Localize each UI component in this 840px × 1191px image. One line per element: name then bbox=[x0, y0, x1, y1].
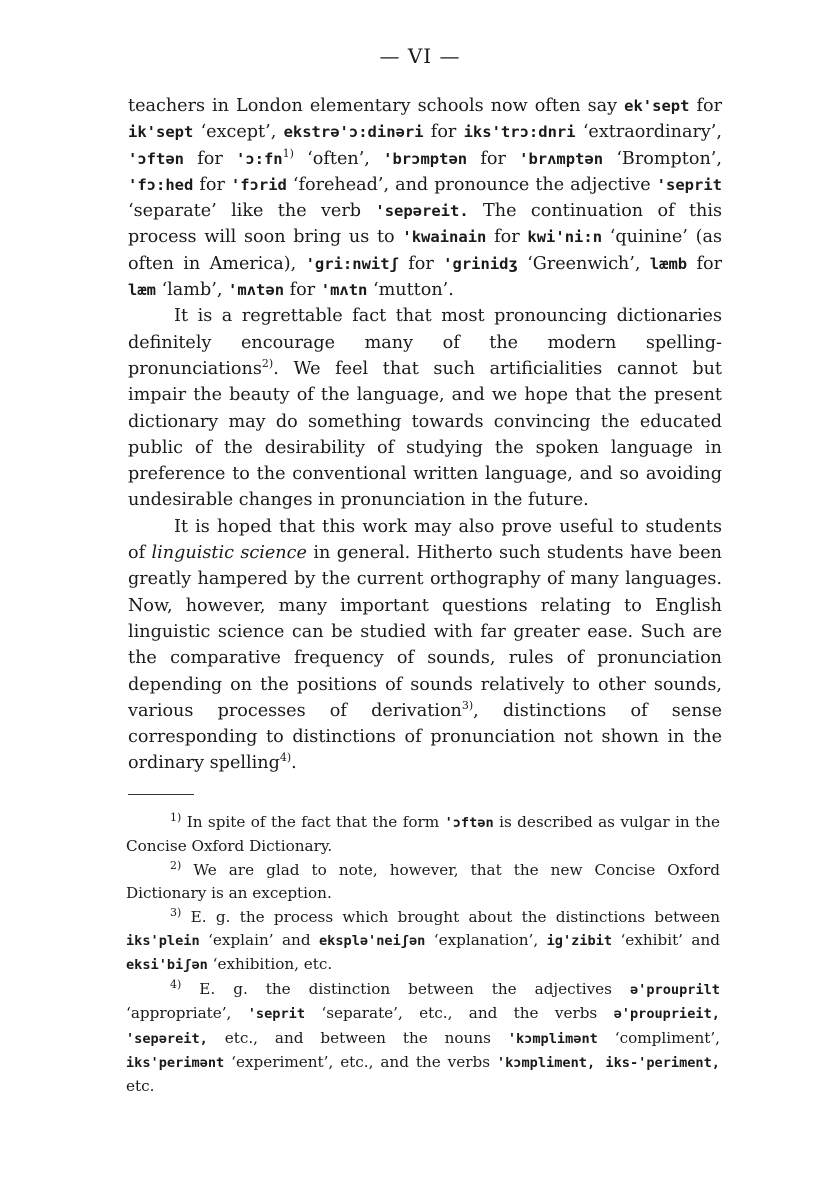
footnote-text: ‘separate’, etc., and the verbs bbox=[305, 1004, 614, 1023]
body-text: ‘separate’ like the verb bbox=[128, 201, 376, 222]
phonetic-word: læm bbox=[128, 281, 156, 300]
body-text: for bbox=[284, 280, 321, 301]
footnote-text: In spite of the fact that the form bbox=[181, 813, 445, 831]
body-text: ‘except’, bbox=[193, 122, 284, 143]
footnotes bbox=[126, 811, 720, 1099]
footnote-ref: 1) bbox=[282, 146, 294, 160]
footnote-mark: 3) bbox=[170, 905, 182, 919]
phonetic-word: 'ɔftən bbox=[128, 149, 184, 168]
phonetic-word: ə'prouprieit, bbox=[613, 1006, 720, 1023]
phonetic-word: 'ɔ:fn bbox=[235, 149, 283, 168]
phonetic-word: 'seprit bbox=[247, 1006, 306, 1023]
footnote-ref: 2) bbox=[261, 357, 274, 371]
phonetic-word: 'mʌtn bbox=[320, 281, 368, 300]
phonetic-word: 'grinidʒ bbox=[443, 254, 518, 273]
phonetic-word: 'ɔftən bbox=[444, 815, 494, 831]
phonetic-word: læmb bbox=[649, 254, 688, 273]
body-text: , distinctions of sense corresponding to distinctions of pronunciation not shown in the ordinary spelling bbox=[128, 700, 722, 774]
footnote-mark: 2) bbox=[170, 858, 182, 872]
footnote-text: ‘exhibition, etc. bbox=[207, 955, 333, 974]
body-text: ‘Brompton’, bbox=[603, 148, 722, 169]
footnote-text: ‘compliment’, bbox=[597, 1028, 720, 1047]
main-text bbox=[128, 93, 722, 777]
footnote-ref: 4) bbox=[279, 751, 292, 765]
body-text: The continuation of this process will soon bring us to bbox=[128, 201, 722, 248]
body-text: ‘Greenwich’, bbox=[517, 253, 650, 274]
body-text: . We feel that such artificialities cannot but impair the beauty of the language, and we hope that the present dictionary may do something towards convincing the educated public of the desirability of studying the spoken language in preference to the conventional written language, and so avoiding undesirable changes in pronunciation in the future. bbox=[128, 358, 722, 511]
body-text: teachers in London elementary schools now often say bbox=[128, 96, 625, 116]
footnote-text: etc., and between the nouns bbox=[207, 1028, 508, 1047]
body-text: for bbox=[486, 227, 528, 248]
paragraph-spelling-pronunciations bbox=[128, 303, 722, 513]
footnote-text: etc. bbox=[126, 1077, 155, 1096]
footnote-mark: 1) bbox=[170, 810, 182, 824]
footnote-text: E. g. the process which brought about the distinctions between bbox=[181, 907, 720, 926]
phonetic-word: 'fɔrid bbox=[230, 175, 287, 194]
phonetic-word: iks'plein bbox=[126, 933, 200, 950]
body-text: ‘forehead’, and pronounce the adjective bbox=[286, 174, 657, 195]
page-number: — VI — bbox=[379, 44, 461, 68]
body-text: ‘mutton’. bbox=[367, 280, 454, 301]
footnote-1 bbox=[126, 811, 720, 859]
italic-term: linguistic science bbox=[151, 543, 307, 564]
phonetic-word: 'brɔmptən bbox=[383, 149, 468, 168]
phonetic-word: iks'trɔ:dnri bbox=[463, 123, 576, 142]
phonetic-word: ig'zibit bbox=[546, 933, 613, 950]
footnote-text: ‘explanation’, bbox=[425, 931, 547, 950]
phonetic-word: 'sepəreit. bbox=[375, 202, 469, 221]
phonetic-word: iks'perimənt bbox=[126, 1055, 225, 1072]
footnote-text: ‘exhibit’ and bbox=[612, 931, 720, 950]
body-text: for bbox=[467, 148, 520, 169]
phonetic-word: ek'sept bbox=[624, 97, 690, 115]
footnote-mark: 4) bbox=[170, 977, 182, 991]
phonetic-word: 'fɔ:hed bbox=[128, 175, 194, 194]
paragraph-linguistic-science bbox=[128, 514, 722, 777]
body-text: It is a regrettable fact that most pronouncing dictionaries definitely encourage many of the modern spelling-pronunciations bbox=[128, 306, 722, 379]
body-text: for bbox=[689, 96, 723, 116]
body-text: It is hoped that this work may also prove useful to students of bbox=[128, 516, 722, 564]
phonetic-word: eksplə'neiʃən bbox=[318, 933, 426, 950]
footnote-text: We are glad to note, however, that the new Concise Oxford Dictionary is an exception. bbox=[126, 860, 720, 903]
phonetic-word: 'sepəreit, bbox=[126, 1030, 208, 1047]
body-text: for bbox=[398, 253, 444, 274]
footnote-ref: 3) bbox=[461, 698, 474, 712]
phonetic-word: ekstrə'ɔ:dinəri bbox=[283, 123, 424, 142]
footnote-text: ‘experiment’, etc., and the verbs bbox=[224, 1053, 497, 1072]
footnote-text: is described as vulgar in the Concise Oxford Dictionary. bbox=[126, 813, 720, 856]
body-text: ‘often’, bbox=[293, 148, 384, 169]
body-text: . bbox=[291, 753, 297, 774]
paragraph-pronunciation-examples bbox=[128, 93, 722, 303]
body-text: in general. Hitherto such students have been greatly hampered by the current orthography of many languages. Now, however, many important questions relating to English linguistic science can be studied with far greater ease. Such are the comparative frequency of sounds, rules of pronunciation depending on the positions of sounds relatively to other sounds, various processes of derivation bbox=[128, 543, 722, 721]
phonetic-word: 'kɔmplimənt bbox=[507, 1030, 598, 1047]
footnote-text: E. g. the distinction between the adjectives bbox=[181, 979, 630, 998]
body-text: ‘lamb’, bbox=[156, 280, 229, 301]
body-text: for bbox=[687, 253, 722, 274]
phonetic-word: 'brʌmptən bbox=[519, 149, 604, 168]
footnote-2 bbox=[126, 859, 720, 906]
body-text: for bbox=[184, 148, 236, 169]
phonetic-word: ə'prouprilt bbox=[629, 981, 720, 998]
body-text: for bbox=[423, 122, 464, 143]
phonetic-word: 'mʌtən bbox=[228, 281, 285, 300]
phonetic-word: 'gri:nwitʃ bbox=[305, 254, 399, 273]
phonetic-word: 'kwainain bbox=[402, 228, 487, 247]
body-text: ‘quinine’ (as often in America), bbox=[128, 227, 722, 274]
phonetic-word: eksi'biʃən bbox=[126, 957, 208, 974]
phonetic-word: 'kɔmpliment, iks-'periment, bbox=[496, 1055, 720, 1072]
phonetic-word: 'seprit bbox=[656, 175, 722, 194]
body-text: ‘extraordinary’, bbox=[575, 122, 722, 143]
body-text: for bbox=[193, 174, 231, 195]
phonetic-word: kwi'ni:n bbox=[527, 228, 603, 247]
footnote-text: ‘explain’ and bbox=[199, 931, 319, 950]
footnote-text: ‘appropriate’, bbox=[126, 1004, 248, 1023]
footnote-3 bbox=[126, 906, 720, 978]
footnote-4 bbox=[126, 978, 720, 1099]
phonetic-word: ik'sept bbox=[128, 123, 194, 142]
footnote-divider bbox=[128, 794, 194, 795]
